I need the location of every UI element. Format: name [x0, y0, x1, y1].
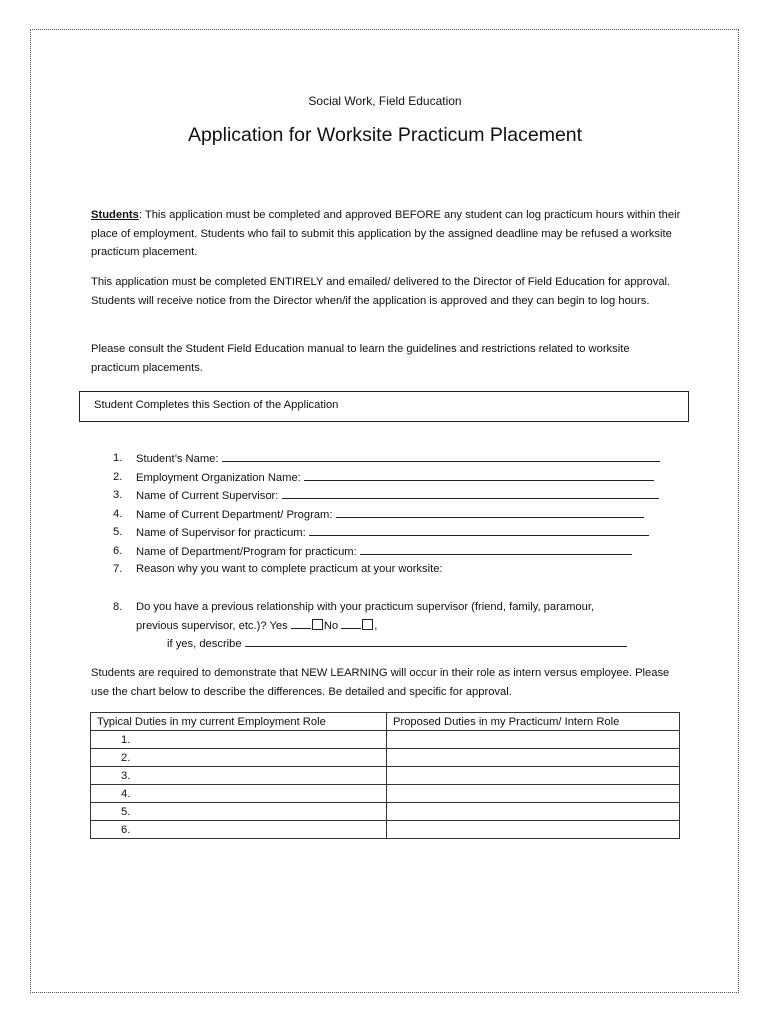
- column-header-practicum: Proposed Duties in my Practicum/ Intern Role: [387, 713, 680, 731]
- page-title: Application for Worksite Practicum Placement: [187, 124, 583, 146]
- question-practicum-department: [113, 542, 693, 561]
- question-number: 3.: [113, 489, 123, 501]
- question-current-supervisor: [113, 486, 693, 505]
- question-previous-relationship: [113, 598, 693, 654]
- question-student-name: [113, 449, 693, 468]
- employment-duty-cell[interactable]: 3.: [91, 767, 387, 785]
- no-label: No: [323, 619, 339, 632]
- practicum-supervisor-field[interactable]: [309, 523, 649, 536]
- yes-checkbox[interactable]: [312, 619, 323, 630]
- practicum-duty-cell[interactable]: [387, 749, 680, 767]
- employment-duty-cell[interactable]: 2.: [91, 749, 387, 767]
- question-label: Name of Supervisor for practicum:: [136, 527, 306, 539]
- employment-duty-cell[interactable]: 6.: [91, 821, 387, 839]
- current-supervisor-field[interactable]: [282, 486, 659, 499]
- duties-table: [90, 712, 680, 839]
- question-number: 8.: [113, 601, 123, 613]
- question-label: Reason why you want to complete practicum at your worksite:: [136, 563, 443, 575]
- current-department-field[interactable]: [336, 505, 644, 518]
- punctuation: ,: [374, 619, 378, 632]
- intro-paragraph-students-text: : This application must be completed and approved BEFORE any student can log practicum hours within their place of employment. Students who fail to submit this application by the assigned deadline may be refused a worksite practicum placement.: [91, 209, 681, 259]
- question-employment-organization: [113, 468, 693, 487]
- intro-paragraph-submission: This application must be completed ENTIRELY and emailed/ delivered to the Director of Field Education for approval. Students will receive notice from the Director when/if the application is approved and they can begin to log hours.: [91, 276, 671, 307]
- students-label: Students: [91, 209, 139, 221]
- practicum-duty-cell[interactable]: [387, 803, 680, 821]
- table-row: [91, 803, 680, 821]
- employment-duty-cell[interactable]: 4.: [91, 785, 387, 803]
- new-learning-paragraph: Students are required to demonstrate that NEW LEARNING will occur in their role as intern versus employee. Please use the chart below to describe the differences. Be detailed and specific for approval.: [91, 667, 670, 698]
- describe-label: if yes, describe: [167, 638, 242, 651]
- question-list: [113, 449, 693, 579]
- question-number: 4.: [113, 507, 123, 520]
- question-number: 7.: [113, 563, 123, 575]
- practicum-duty-cell[interactable]: [387, 767, 680, 785]
- table-row: [91, 821, 680, 839]
- table-row: [91, 749, 680, 767]
- no-checkbox[interactable]: [362, 619, 373, 630]
- question-label: Name of Current Department/ Program:: [136, 508, 333, 521]
- question-label: Name of Department/Program for practicum:: [136, 545, 357, 558]
- question-current-department: [113, 505, 693, 524]
- question-number: 2.: [113, 470, 123, 483]
- page-subtitle: Social Work, Field Education: [308, 94, 462, 108]
- intro-paragraph-students: [91, 206, 681, 262]
- column-header-employment: Typical Duties in my current Employment Role: [91, 713, 387, 731]
- question-number: 6.: [113, 544, 123, 557]
- employment-organization-field[interactable]: [304, 468, 654, 481]
- question-label: Do you have a previous relationship with your practicum supervisor (friend, family, paramour,: [136, 601, 595, 613]
- practicum-duty-cell[interactable]: [387, 821, 680, 839]
- practicum-duty-cell[interactable]: [387, 731, 680, 749]
- employment-duty-cell[interactable]: 1.: [91, 731, 387, 749]
- question-number: 1.: [113, 452, 123, 464]
- table-row: [91, 785, 680, 803]
- question-label: Name of Current Supervisor:: [136, 490, 279, 502]
- question-reason: [113, 560, 693, 579]
- question-label: Employment Organization Name:: [136, 471, 301, 484]
- question-label-yes: previous supervisor, etc.)? Yes: [136, 619, 288, 632]
- no-blank[interactable]: [341, 617, 361, 629]
- intro-paragraph-manual: Please consult the Student Field Education manual to learn the guidelines and restrictions related to worksite practicum placements.: [91, 343, 630, 374]
- practicum-duty-cell[interactable]: [387, 785, 680, 803]
- table-header-row: [91, 713, 680, 731]
- describe-field[interactable]: [245, 635, 627, 647]
- table-row: [91, 767, 680, 785]
- practicum-department-field[interactable]: [360, 542, 632, 555]
- question-practicum-supervisor: [113, 523, 693, 542]
- yes-blank[interactable]: [291, 617, 311, 629]
- question-label: Student’s Name:: [136, 453, 219, 465]
- table-row: [91, 731, 680, 749]
- question-number: 5.: [113, 526, 123, 538]
- section-header-box: [79, 391, 689, 422]
- employment-duty-cell[interactable]: 5.: [91, 803, 387, 821]
- section-header-title: Student Completes this Section of the Application: [94, 399, 339, 411]
- student-name-field[interactable]: [222, 449, 660, 462]
